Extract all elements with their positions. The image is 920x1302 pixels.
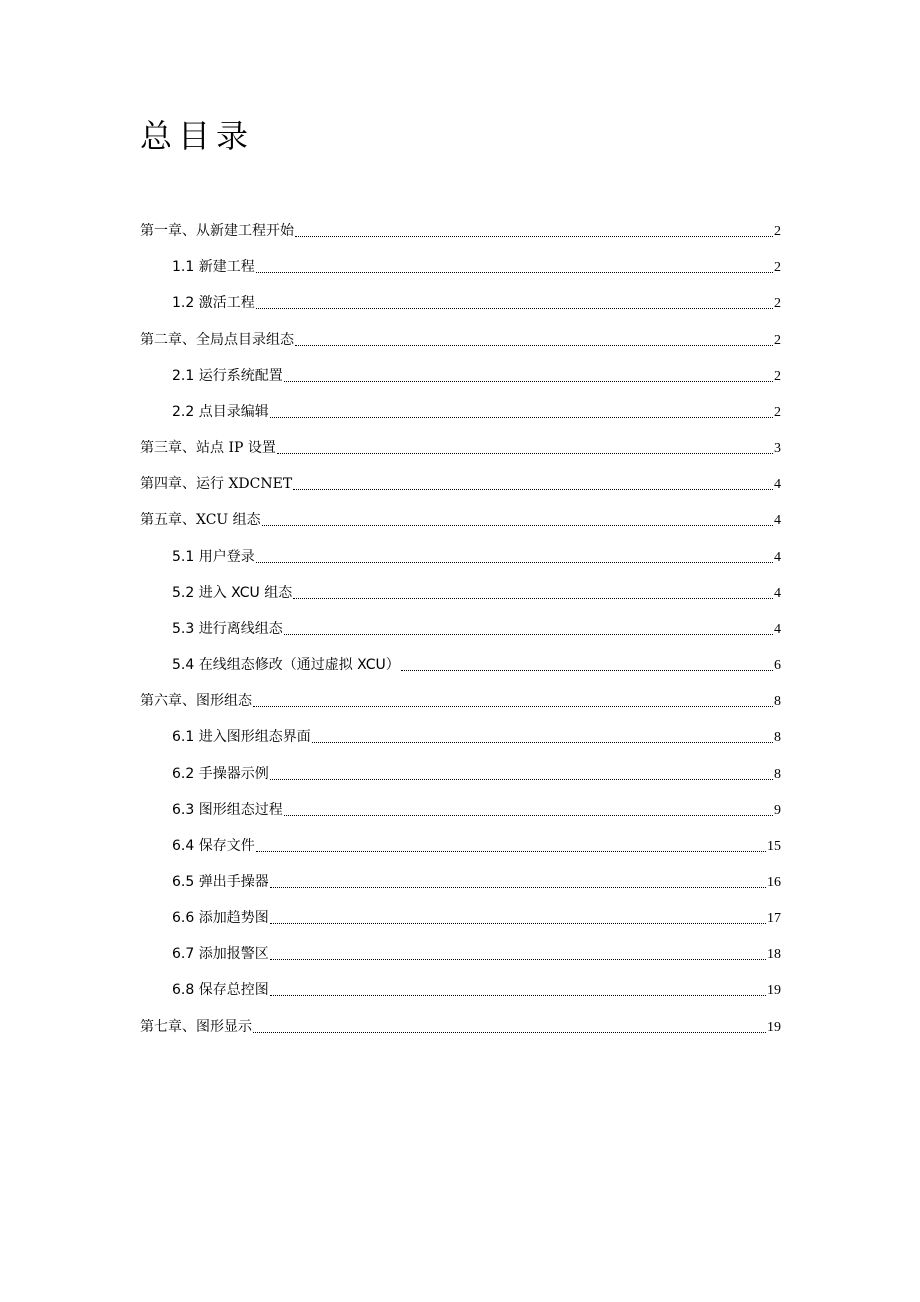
page-title: 总目录 xyxy=(140,117,255,155)
toc-entry-page-number: 4 xyxy=(774,621,781,637)
toc-entry-page-number: 4 xyxy=(774,585,781,601)
toc-entry-page-number: 6 xyxy=(774,658,781,674)
toc-dot-leader xyxy=(256,851,766,852)
toc-entry-page-number: 4 xyxy=(774,549,781,565)
toc-dot-leader xyxy=(312,742,773,743)
toc-entry-page-number: 2 xyxy=(774,260,781,276)
toc-entry[interactable] xyxy=(140,1003,781,1039)
toc-entry-page-number: 2 xyxy=(774,404,781,420)
toc-entry[interactable] xyxy=(140,280,781,316)
toc-entry-page-number: 2 xyxy=(774,224,781,240)
toc-dot-leader xyxy=(253,1032,766,1033)
toc-entry-page-number: 17 xyxy=(767,911,781,927)
toc-dot-leader xyxy=(284,815,773,816)
toc-entry[interactable] xyxy=(140,895,781,931)
toc-entry[interactable] xyxy=(140,389,781,425)
toc-entry[interactable] xyxy=(140,497,781,533)
toc-dot-leader xyxy=(270,887,766,888)
toc-entry[interactable] xyxy=(140,714,781,750)
toc-entry-page-number: 4 xyxy=(774,477,781,493)
toc-dot-leader xyxy=(277,453,773,454)
toc-entry[interactable] xyxy=(140,244,781,280)
toc-entry[interactable] xyxy=(140,750,781,786)
toc-entry[interactable] xyxy=(140,533,781,569)
toc-entry-label: 5.2 进入 XCU 组态 xyxy=(172,584,293,601)
toc-dot-leader xyxy=(270,923,766,924)
toc-entry-page-number: 2 xyxy=(774,368,781,384)
toc-dot-leader xyxy=(256,272,773,273)
toc-dot-leader xyxy=(295,345,773,346)
toc-dot-leader xyxy=(284,634,773,635)
toc-entry-label: 第三章、站点 IP 设置 xyxy=(140,440,276,457)
toc-dot-leader xyxy=(401,670,773,671)
toc-dot-leader xyxy=(256,562,773,563)
toc-entry[interactable] xyxy=(140,353,781,389)
toc-dot-leader xyxy=(270,779,773,780)
toc-entry[interactable] xyxy=(140,208,781,244)
toc-entry[interactable] xyxy=(140,823,781,859)
toc-entry-page-number: 2 xyxy=(774,296,781,312)
toc-entry-label: 第二章、全局点目录组态 xyxy=(140,331,294,348)
toc-entry-label: 6.3 图形组态过程 xyxy=(172,801,283,818)
toc-entry-page-number: 9 xyxy=(774,802,781,818)
toc-dot-leader xyxy=(293,489,773,490)
toc-entry[interactable] xyxy=(140,859,781,895)
toc-entry[interactable] xyxy=(140,931,781,967)
toc-entry[interactable] xyxy=(140,570,781,606)
toc-entry-label: 第六章、图形组态 xyxy=(140,693,252,710)
toc-entry-label: 6.2 手操器示例 xyxy=(172,765,269,782)
toc-entry-page-number: 3 xyxy=(774,441,781,457)
toc-entry-label: 6.5 弹出手操器 xyxy=(172,873,269,890)
toc-dot-leader xyxy=(256,308,773,309)
toc-entry-label: 5.3 进行离线组态 xyxy=(172,620,283,637)
toc-dot-leader xyxy=(270,995,766,996)
toc-entry-label: 5.4 在线组态修改（通过虚拟 XCU） xyxy=(172,657,400,674)
toc-dot-leader xyxy=(293,598,773,599)
toc-entry-label: 5.1 用户登录 xyxy=(172,548,255,565)
toc-dot-leader xyxy=(284,381,773,382)
toc-entry-label: 第四章、运行 XDCNET xyxy=(140,476,293,493)
toc-entry-label: 6.4 保存文件 xyxy=(172,837,255,854)
toc-entry[interactable] xyxy=(140,316,781,352)
toc-entry[interactable] xyxy=(140,461,781,497)
toc-entry-page-number: 16 xyxy=(767,874,781,890)
toc-dot-leader xyxy=(270,959,766,960)
toc-entry[interactable] xyxy=(140,967,781,1003)
table-of-contents xyxy=(140,208,781,1040)
toc-entry-label: 6.6 添加趋势图 xyxy=(172,910,269,927)
toc-entry-page-number: 4 xyxy=(774,513,781,529)
toc-entry-label: 6.1 进入图形组态界面 xyxy=(172,729,311,746)
toc-entry-page-number: 15 xyxy=(767,838,781,854)
toc-entry-page-number: 8 xyxy=(774,730,781,746)
toc-entry-label: 1.2 激活工程 xyxy=(172,295,255,312)
toc-entry-page-number: 8 xyxy=(774,766,781,782)
toc-entry[interactable] xyxy=(140,787,781,823)
toc-entry-label: 第七章、图形显示 xyxy=(140,1018,252,1035)
toc-entry[interactable] xyxy=(140,678,781,714)
toc-entry-page-number: 19 xyxy=(767,1019,781,1035)
toc-entry-label: 第五章、XCU 组态 xyxy=(140,512,261,529)
toc-entry-label: 2.2 点目录编辑 xyxy=(172,403,269,420)
toc-dot-leader xyxy=(253,706,773,707)
toc-entry[interactable] xyxy=(140,425,781,461)
toc-entry[interactable] xyxy=(140,642,781,678)
toc-dot-leader xyxy=(295,236,773,237)
toc-entry[interactable] xyxy=(140,606,781,642)
toc-entry-label: 第一章、从新建工程开始 xyxy=(140,223,294,240)
toc-entry-label: 1.1 新建工程 xyxy=(172,259,255,276)
toc-entry-label: 6.8 保存总控图 xyxy=(172,982,269,999)
toc-entry-page-number: 19 xyxy=(767,983,781,999)
toc-entry-page-number: 18 xyxy=(767,947,781,963)
toc-dot-leader xyxy=(270,417,773,418)
toc-dot-leader xyxy=(262,525,773,526)
toc-entry-label: 2.1 运行系统配置 xyxy=(172,367,283,384)
toc-entry-page-number: 2 xyxy=(774,332,781,348)
toc-entry-page-number: 8 xyxy=(774,694,781,710)
toc-entry-label: 6.7 添加报警区 xyxy=(172,946,269,963)
